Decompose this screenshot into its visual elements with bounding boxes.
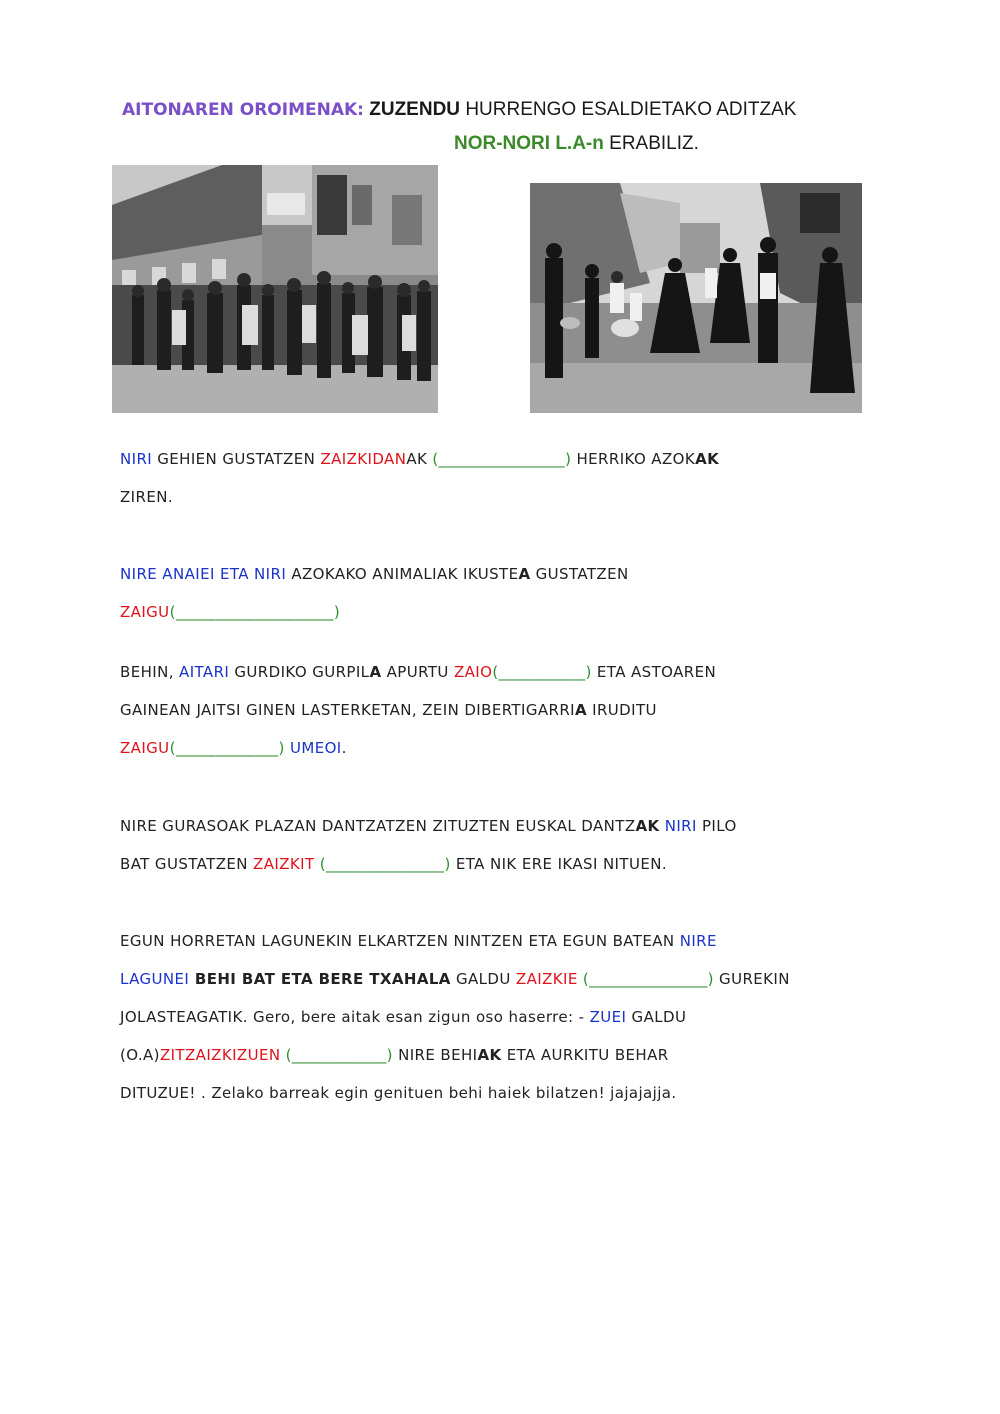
text-segment: AK <box>635 817 660 835</box>
text-line <box>120 922 890 960</box>
answer-blank[interactable]: (_____________) <box>169 739 285 757</box>
verb-to-correct: ZAIGU <box>120 603 170 621</box>
dative-phrase: LAGUNEI <box>120 970 190 988</box>
text-segment: A <box>369 663 382 681</box>
title-purple: AITONAREN OROIMENAK: <box>122 100 364 120</box>
text-segment: BAT GUSTATZEN <box>120 855 254 873</box>
text-segment: GUREKIN <box>713 970 790 988</box>
sentence-5 <box>120 922 890 1112</box>
dative-phrase: UMEOI <box>289 739 342 757</box>
sentence-1 <box>120 440 890 516</box>
answer-blank[interactable]: (_______________) <box>319 855 451 873</box>
text-line <box>120 1074 890 1112</box>
text-segment: . <box>341 739 347 757</box>
text-segment: (O.A) <box>120 1046 160 1064</box>
dative-phrase: NIRE <box>679 932 717 950</box>
text-segment: GALDU <box>450 970 516 988</box>
verb-to-correct: ZITZAIZKIZUEN <box>159 1046 281 1064</box>
text-line <box>120 440 890 478</box>
text-line <box>120 845 890 883</box>
text-segment: Zelako barreak egin genituen behi haiek bilatzen! jajajajja. <box>211 1084 677 1102</box>
text-segment: BEHIN, <box>120 663 180 681</box>
text-segment: AK <box>477 1046 502 1064</box>
text-segment: ZIREN. <box>120 488 173 506</box>
sentence-3 <box>120 653 890 767</box>
text-segment: ETA NIK ERE IKASI NITUEN. <box>450 855 667 873</box>
text-segment: IRUDITU <box>586 701 657 719</box>
verb-to-correct: ZAIGU <box>120 739 170 757</box>
text-segment: A <box>518 565 531 583</box>
text-line <box>120 960 890 998</box>
text-segment: AZOKAKO ANIMALIAK IKUSTE <box>286 565 519 583</box>
text-line <box>120 1036 890 1074</box>
text-segment: BEHI BAT ETA BERE TXAHALA <box>189 970 451 988</box>
text-segment: ETA ASTOAREN <box>591 663 717 681</box>
verb-to-correct: ZAIZKIE <box>515 970 578 988</box>
subtitle-green: NOR-NORI L.A-n <box>454 133 604 154</box>
text-segment: AK <box>695 450 720 468</box>
text-line <box>120 998 890 1036</box>
verb-to-correct: ZAIO <box>453 663 493 681</box>
text-line <box>120 555 890 593</box>
text-line <box>120 729 890 767</box>
answer-blank[interactable]: (____________________) <box>169 603 341 621</box>
text-segment: NIRE GURASOAK PLAZAN DANTZATZEN ZITUZTEN EUSKAL DANTZ <box>120 817 636 835</box>
sentence-4 <box>120 807 890 883</box>
text-segment: PILO <box>696 817 737 835</box>
answer-blank[interactable]: (________________) <box>432 450 572 468</box>
text-line <box>120 653 890 691</box>
text-segment: GUSTATZEN <box>530 565 629 583</box>
text-segment: GURDIKO GURPIL <box>229 663 370 681</box>
dative-phrase: NIRI <box>120 450 153 468</box>
text-segment: HERRIKO AZOK <box>571 450 696 468</box>
dative-phrase: AITARI <box>179 663 230 681</box>
text-segment: GALDU <box>626 1008 687 1026</box>
text-segment: NIRE BEHI <box>392 1046 478 1064</box>
text-segment: ETA AURKITU BEHAR <box>501 1046 669 1064</box>
dative-phrase: ZUEI <box>589 1008 627 1026</box>
text-segment: APURTU <box>381 663 454 681</box>
text-segment: DITUZUE! . <box>120 1084 212 1102</box>
text-line <box>120 807 890 845</box>
verb-to-correct: ZAIZKIDAN <box>320 450 407 468</box>
text-segment: Gero, bere aitak esan zigun oso haserre: - <box>253 1008 585 1026</box>
text-segment: A <box>574 701 587 719</box>
subtitle-rest: ERABILIZ. <box>609 133 699 154</box>
text-segment: JOLASTEAGATIK. <box>120 1008 254 1026</box>
text-segment: EGUN HORRETAN LAGUNEKIN ELKARTZEN NINTZEN ETA EGUN BATEAN <box>120 932 680 950</box>
text-line <box>120 478 890 516</box>
text-line <box>120 593 890 631</box>
page-title <box>122 98 982 122</box>
dative-phrase: NIRI <box>664 817 697 835</box>
answer-blank[interactable]: (___________) <box>492 663 592 681</box>
text-segment: AK <box>406 450 433 468</box>
answer-blank[interactable]: (____________) <box>285 1046 393 1064</box>
dative-phrase: NIRE ANAIEI ETA NIRI <box>120 565 287 583</box>
title-bold: ZUZENDU <box>369 99 461 120</box>
text-line <box>120 691 890 729</box>
photo-market-crowd <box>112 165 438 413</box>
verb-to-correct: ZAIZKIT <box>253 855 315 873</box>
text-segment: GEHIEN GUSTATZEN <box>152 450 321 468</box>
page-subtitle <box>454 132 699 156</box>
sentence-2 <box>120 555 890 631</box>
text-segment: GAINEAN JAITSI GINEN LASTERKETAN, ZEIN DIBERTIGARRI <box>120 701 575 719</box>
answer-blank[interactable]: (_______________) <box>582 970 714 988</box>
title-rest: HURRENGO ESALDIETAKO ADITZAK <box>465 99 797 120</box>
photo-village-dance <box>530 183 862 413</box>
